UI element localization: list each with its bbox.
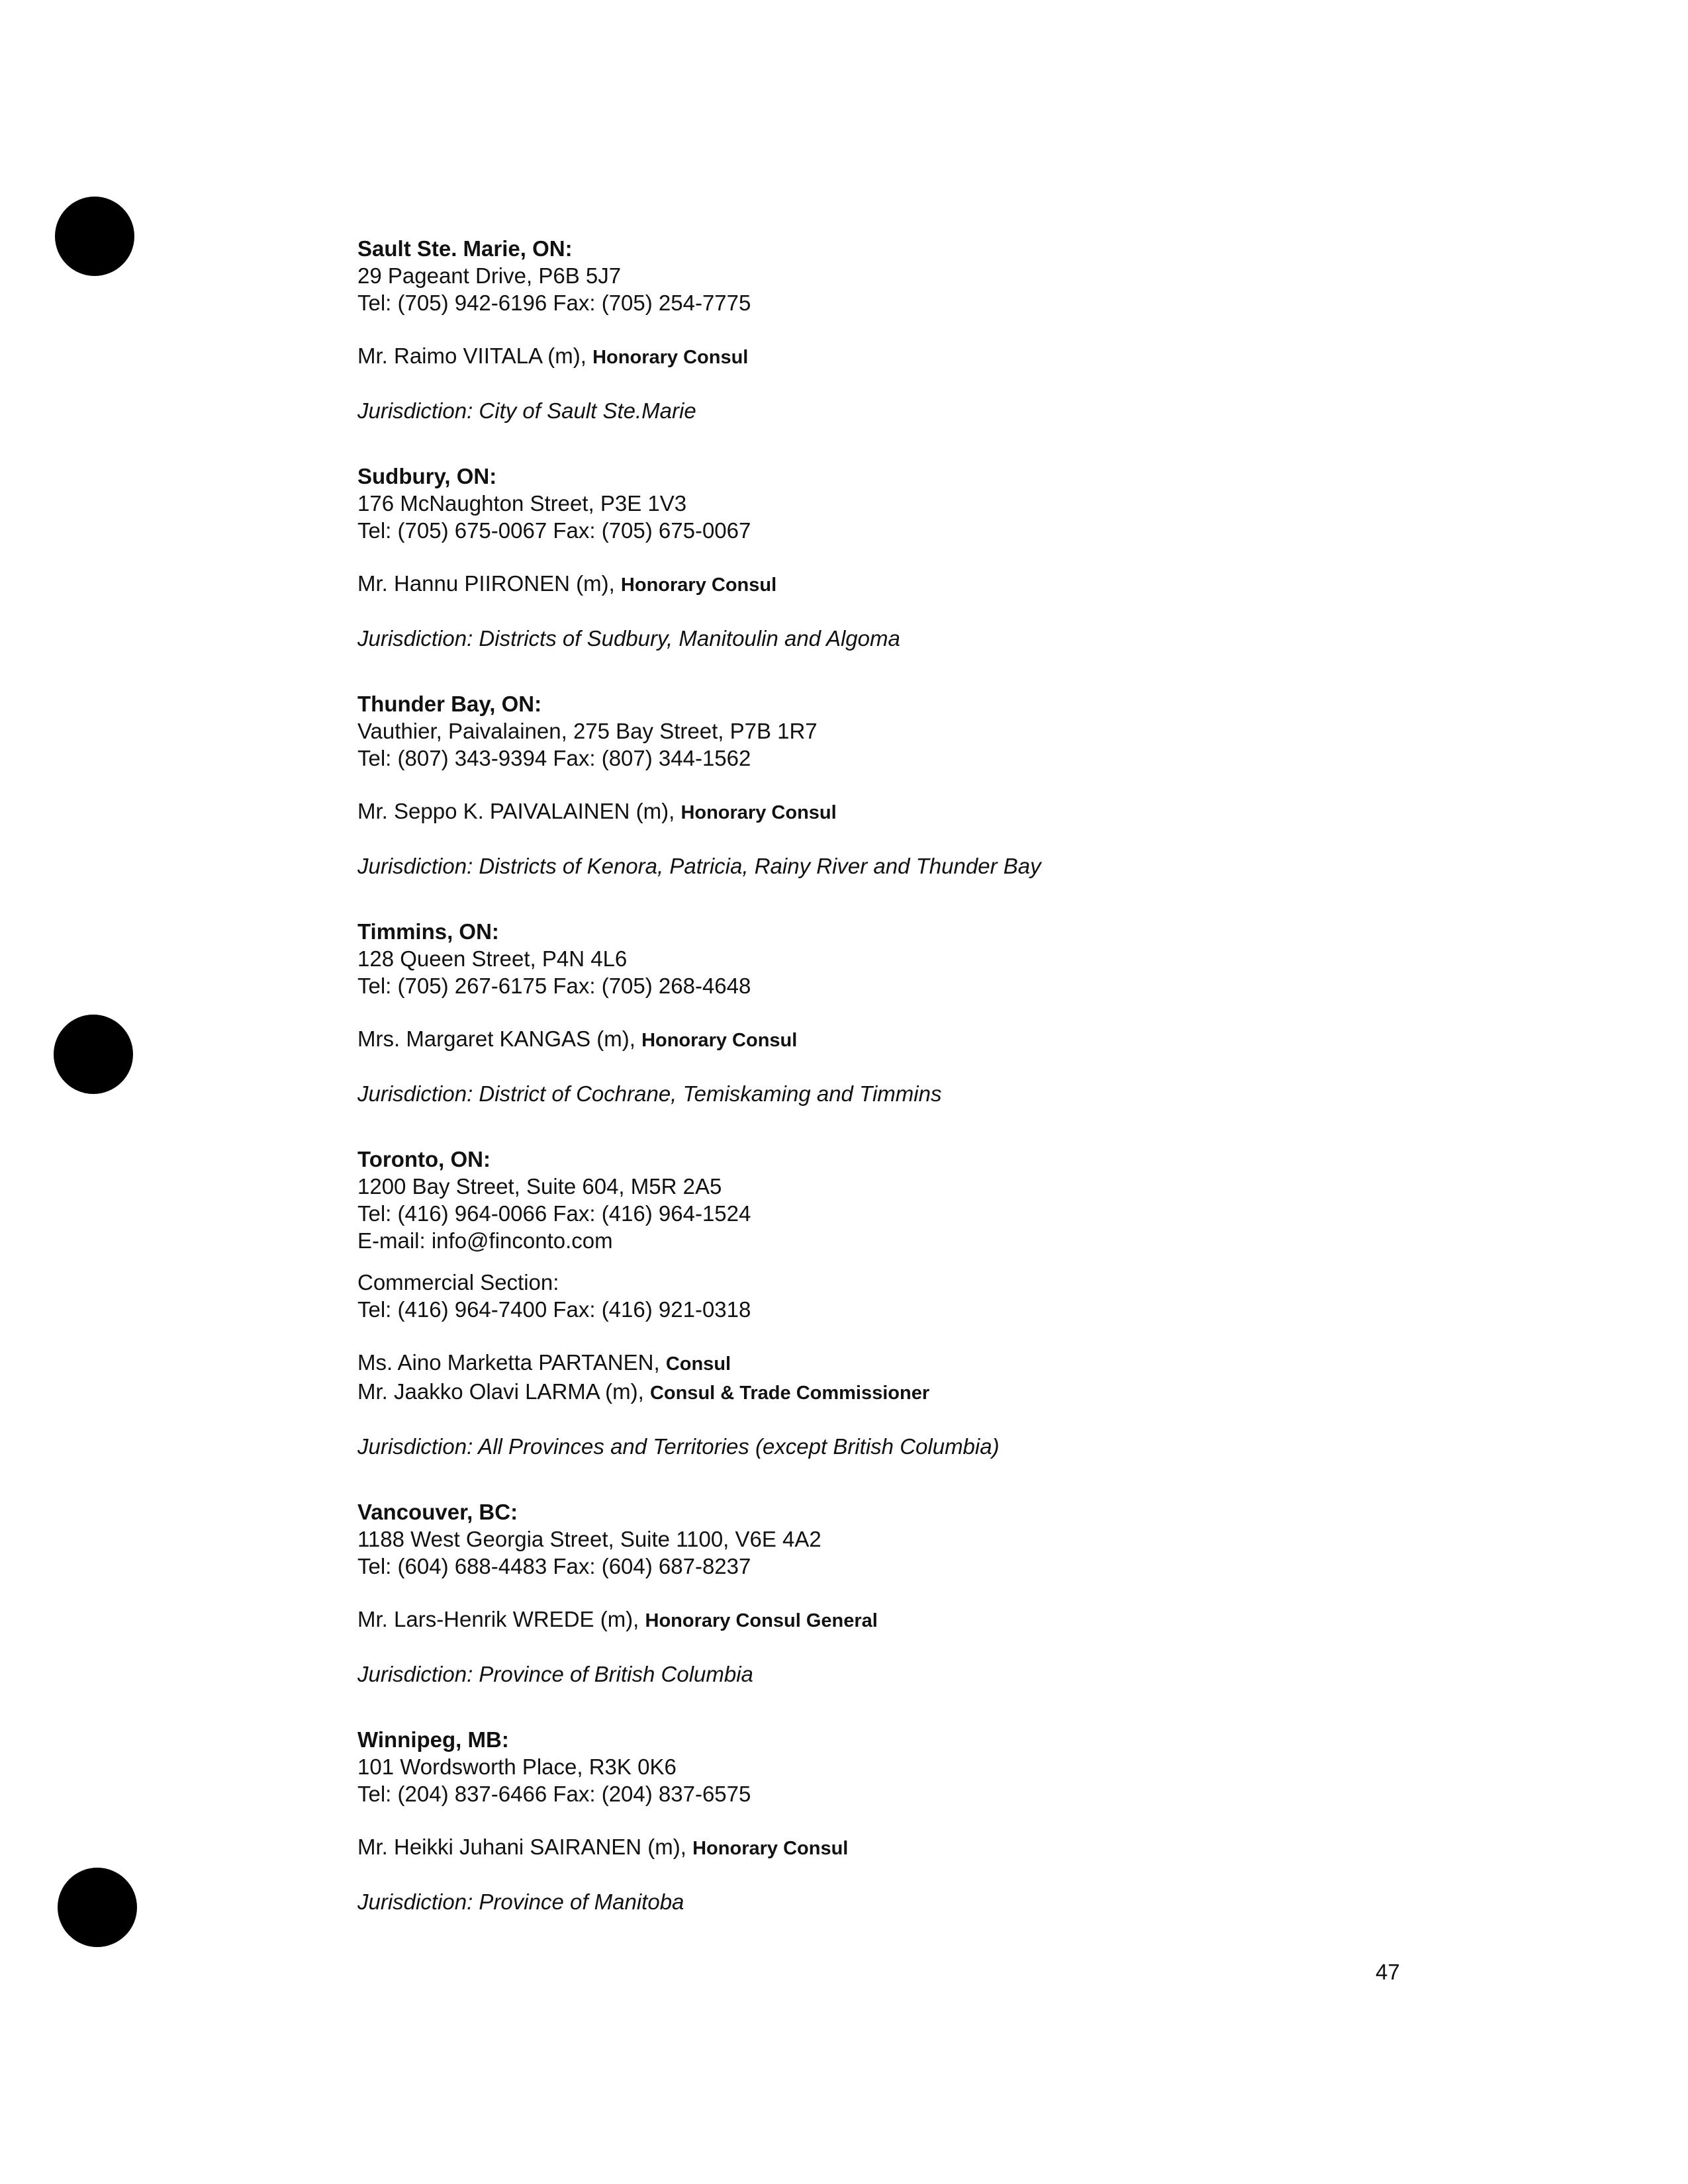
consulate-list [357,235,1615,1954]
official-name: Mr. Jaakko Olavi LARMA (m), [357,1379,650,1404]
official-name: Mr. Hannu PIIRONEN (m), [357,571,621,596]
phone-fax: Tel: (204) 837-6466 Fax: (204) 837-6575 [357,1782,751,1806]
email: E-mail: info@finconto.com [357,1228,613,1253]
consulate-entry-timmins [357,918,1615,1107]
punch-hole [55,197,134,276]
official [357,1025,1615,1054]
official [357,1833,1615,1862]
jurisdiction: Jurisdiction: All Provinces and Territories (except British Columbia) [357,1434,1000,1459]
official-title: Honorary Consul [592,347,749,368]
phone-fax: Tel: (705) 675-0067 Fax: (705) 675-0067 [357,518,751,543]
consulate-entry-thunder-bay [357,690,1615,880]
official-name: Mr. Lars-Henrik WREDE (m), [357,1607,645,1631]
jurisdiction: Jurisdiction: Districts of Kenora, Patricia, Rainy River and Thunder Bay [357,854,1041,878]
city-heading: Vancouver, BC: [357,1500,518,1524]
official-title: Honorary Consul [641,1030,798,1051]
phone-fax: Tel: (705) 267-6175 Fax: (705) 268-4648 [357,974,751,998]
commercial-section-label: Commercial Section: [357,1270,559,1295]
official-title: Consul & Trade Commissioner [649,1383,930,1404]
phone-fax: Tel: (604) 688-4483 Fax: (604) 687-8237 [357,1554,751,1578]
official-name: Mr. Seppo K. PAIVALAINEN (m), [357,799,681,823]
city-heading: Sault Ste. Marie, ON: [357,236,573,261]
consulate-entry-sudbury [357,463,1615,652]
punch-hole [54,1015,133,1094]
city-heading: Toronto, ON: [357,1147,491,1171]
official-title: Honorary Consul [620,574,777,596]
official-title: Consul [665,1353,731,1375]
address: 29 Pageant Drive, P6B 5J7 [357,263,622,288]
official-title: Honorary Consul General [645,1610,878,1631]
official [357,570,1615,599]
official-title: Honorary Consul [680,802,837,823]
official-name: Ms. Aino Marketta PARTANEN, [357,1350,666,1375]
phone-fax: Tel: (416) 964-0066 Fax: (416) 964-1524 [357,1201,751,1226]
official [357,1378,1615,1407]
consulate-entry-toronto [357,1146,1615,1460]
page-number: 47 [1376,1960,1400,1984]
official [357,1606,1615,1635]
jurisdiction: Jurisdiction: Province of Manitoba [357,1889,684,1914]
address: Vauthier, Paivalainen, 275 Bay Street, P7B 1R7 [357,719,818,743]
jurisdiction: Jurisdiction: Districts of Sudbury, Manitoulin and Algoma [357,626,900,651]
punch-hole [58,1868,137,1947]
official-name: Mr. Raimo VIITALA (m), [357,343,593,368]
jurisdiction: Jurisdiction: Province of British Columbia [357,1662,753,1686]
city-heading: Thunder Bay, ON: [357,692,542,716]
phone-fax: Tel: (705) 942-6196 Fax: (705) 254-7775 [357,291,751,315]
official-name: Mrs. Margaret KANGAS (m), [357,1026,642,1051]
official-title: Honorary Consul [692,1838,849,1859]
address: 176 McNaughton Street, P3E 1V3 [357,491,687,516]
city-heading: Timmins, ON: [357,919,499,944]
address: 1188 West Georgia Street, Suite 1100, V6E 4A2 [357,1527,821,1551]
jurisdiction: Jurisdiction: City of Sault Ste.Marie [357,398,696,423]
official [357,342,1615,371]
jurisdiction: Jurisdiction: District of Cochrane, Temiskaming and Timmins [357,1081,942,1106]
address: 1200 Bay Street, Suite 604, M5R 2A5 [357,1174,722,1199]
consulate-entry-sault-ste-marie [357,235,1615,424]
phone-fax: Tel: (807) 343-9394 Fax: (807) 344-1562 [357,746,751,770]
address: 101 Wordsworth Place, R3K 0K6 [357,1754,677,1779]
official [357,1349,1615,1378]
official [357,797,1615,827]
city-heading: Winnipeg, MB: [357,1727,509,1752]
official-name: Mr. Heikki Juhani SAIRANEN (m), [357,1835,693,1859]
commercial-section-phone: Tel: (416) 964-7400 Fax: (416) 921-0318 [357,1297,751,1322]
consulate-entry-vancouver [357,1498,1615,1688]
consulate-entry-winnipeg [357,1726,1615,1915]
city-heading: Sudbury, ON: [357,464,497,488]
address: 128 Queen Street, P4N 4L6 [357,946,628,971]
